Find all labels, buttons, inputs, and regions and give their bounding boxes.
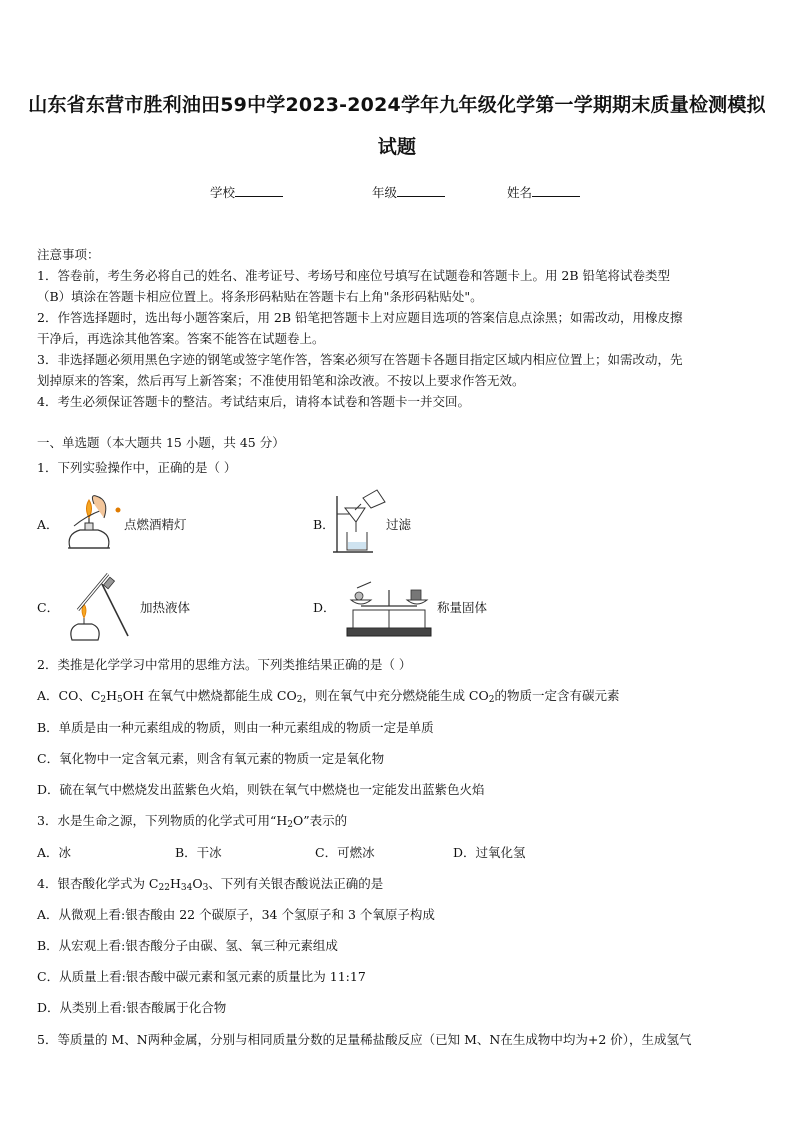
q1-option-b-letter: B． [313,517,335,532]
q3-option-c: C．可燃冰 [315,845,375,860]
name-field[interactable] [507,183,580,201]
q1-option-c-letter: C． [37,600,60,615]
q1-option-a-letter: A． [37,517,59,532]
q4-option-d: D．从类别上看:银杏酸属于化合物 [37,1000,227,1015]
q4-stem: 4．银杏酸化学式为 $C_{22}H_{34}O_3$、下列有关银杏酸说法正确的是 [37,876,384,893]
q1-option-b-text: 过滤 [386,517,412,532]
q5-stem: 5．等质量的 M、N两种金属，分别与相同质量分数的足量稀盐酸反应（已知 M、N在生成物中均为+2 价），生成氢气 [37,1032,692,1047]
q3-option-a: A．冰 [37,845,72,860]
school-label: 学校 [210,185,236,200]
notice-line: 4．考生必须保证答题卡的整洁。考试结束后，请将本试卷和答题卡一并交回。 [37,394,470,409]
q1-option-a-text: 点燃酒精灯 [124,517,187,532]
q4-option-b: B．从宏观上看:银杏酸分子由碳、氢、氧三种元素组成 [37,938,338,953]
balance-figure [345,580,433,638]
q2-stem: 2．类推是化学学习中常用的思维方法。下列类推结果正确的是（ ） [37,657,412,672]
grade-blank[interactable] [397,184,445,197]
q3-option-d: D．过氧化氢 [453,845,526,860]
grade-field[interactable] [372,183,445,201]
q2-option-d: D．硫在氧气中燃烧发出蓝紫色火焰，则铁在氧气中燃烧也一定能发出蓝紫色火焰 [37,782,485,797]
q1-option-d-text: 称量固体 [437,600,488,615]
grade-label: 年级 [372,185,398,200]
school-field[interactable] [210,183,283,201]
school-blank[interactable] [235,184,283,197]
notice-line: 干净后，再选涂其他答案。答案不能答在试题卷上。 [37,331,325,346]
notice-line: （B）填涂在答题卡相应位置上。将条形码粘贴在答题卡右上角"条形码粘贴处"。 [37,289,483,304]
heating-liquid-figure [62,570,134,642]
name-blank[interactable] [532,184,580,197]
notice-heading: 注意事项： [37,247,100,262]
q2-option-a: A．CO、$C_2H_5OH$ 在氧气中燃烧都能生成 $CO_2$，则在氧气中充分燃烧能生成 $CO_2$的物质一定含有碳元素 [37,688,620,705]
q3-option-b: B．干冰 [175,845,222,860]
q2-option-b: B．单质是由一种元素组成的物质，则由一种元素组成的物质一定是单质 [37,720,434,735]
alcohol-lamp-figure [60,490,124,554]
q2-option-c: C．氧化物中一定含氧元素，则含有氧元素的物质一定是氧化物 [37,751,385,766]
name-label: 姓名 [507,185,533,200]
filtration-figure [333,488,389,556]
q3-stem: 3．水是生命之源，下列物质的化学式可用“$H_2O$”表示的 [37,813,348,830]
q1-option-d-letter: D． [313,600,336,615]
page-title-line2: 试题 [377,136,417,158]
notice-line: 划掉原来的答案，然后再写上新答案；不准使用铅笔和涂改液。不按以上要求作答无效。 [37,373,525,388]
notice-line: 3．非选择题必须用黑色字迹的钢笔或签字笔作答，答案必须写在答题卡各题目指定区域内相应位置上；如需改动，先 [37,352,683,367]
page-title: 山东省东营市胜利油田59中学2023-2024学年九年级化学第一学期期末质量检测模拟 [28,94,766,116]
q1-option-c-text: 加热液体 [140,600,191,615]
notice-line: 1．答卷前，考生务必将自己的姓名、准考证号、考场号和座位号填写在试题卷和答题卡上。用 2B 铅笔将试卷类型 [37,268,671,283]
q4-option-c: C．从质量上看:银杏酸中碳元素和氢元素的质量比为 11:17 [37,969,366,984]
notice-line: 2．作答选择题时，选出每小题答案后，用 2B 铅笔把答题卡上对应题目选项的答案信息点涂黑；如需改动，用橡皮擦 [37,310,683,325]
q4-option-a: A．从微观上看:银杏酸由 22 个碳原子，34 个氢原子和 3 个氧原子构成 [37,907,435,922]
section-heading: 一、单选题（本大题共 15 小题，共 45 分） [37,435,285,450]
q1-stem: 1．下列实验操作中，正确的是（ ） [37,460,237,475]
